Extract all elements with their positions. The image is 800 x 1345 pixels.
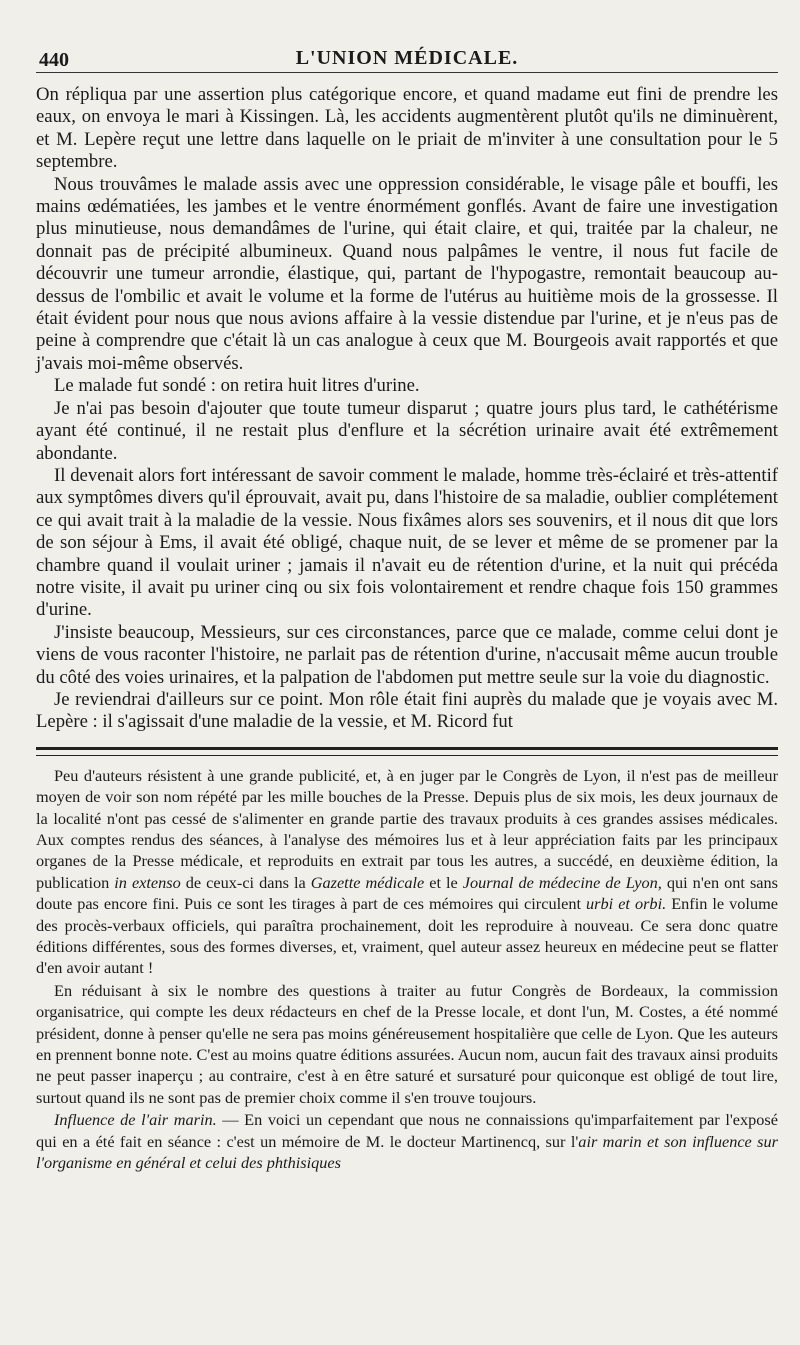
section-divider — [36, 747, 778, 756]
note-text: qui n'en ont sans doute pas encore fini. Puis ce sont les tirages à part de ces mémoires qui circulent — [36, 872, 778, 914]
note-italic: Gazette médicale — [310, 872, 425, 892]
header-rule — [36, 72, 778, 73]
running-title: L'UNION MÉDICALE. — [295, 47, 519, 69]
note-paragraph — [36, 765, 778, 979]
paragraph: Nous trouvâmes le malade assis avec une oppression considérable, le visage pâle et bouffi, les mains œdématiées, les jambes et le ventre énormément gonflés. Avant de faire une investigation plus minutieuse, nous demandâmes de l'urine, qui était claire, et qui, traitée par la chaleur, ne donnait pas de précipité albumineux. Quand nous palpâmes le ventre, il nous fut facile de découvrir une tumeur arrondie, élastique, qui, partant de l'hypogastre, remontait beaucoup au-dessus de l'ombilic et avait le volume et la forme de l'utérus au huitième mois de la grossesse. Il était évident pour nous que nous avions affaire à la vessie distendue par l'urine, et je n'eus pas de peine à comprendre que c'était là un cas analogue à ceux que M. Bourgeois avait rapportés et que j'avais moi-même observés. — [36, 173, 778, 374]
paragraph: Je reviendrai d'ailleurs sur ce point. Mon rôle était fini auprès du malade que je voyais avec M. Lepère : il s'agissait d'une maladie de la vessie, et M. Ricord fut — [36, 688, 778, 733]
note-text: Peu d'auteurs résistent à une grande publicité, et, à en juger par le Congrès de Lyon, il n'est pas de meilleur moyen de voir son nom répété par les mille bouches de la Presse. Depuis plus de six mois, les deux journaux de la localité n'ont pas cessé de s'alimenter en grande partie des travaux produits à ces grandes assises médicales. Aux comptes rendus des séances, à l'analyse des mémoires lus et à leur appréciation faits par les principaux organes de la Presse médicale, et reproduits en extrait par tous les autres, a succédé, en deuxième édition, la publication — [36, 765, 778, 892]
page-header — [36, 0, 778, 72]
note-italic: Journal de médecine de Lyon, — [462, 872, 662, 892]
page-number: 440 — [39, 49, 69, 71]
note-italic: air marin et son influence sur l'organisme en général et celui des phthisiques — [36, 1131, 778, 1173]
main-text — [36, 72, 778, 734]
note-italic: in extenso — [114, 872, 181, 892]
note-text: de ceux-ci dans la — [180, 872, 311, 892]
paragraph: Il devenait alors fort intéressant de savoir comment le malade, homme très-éclairé et très-attentif aux symptômes divers qu'il éprouvait, avait pu, dans l'histoire de sa maladie, oublier complétement ce qui avait trait à la maladie de la vessie. Nous fixâmes alors ses souvenirs, et il nous dit que lors de son séjour à Ems, il avait été obligé, chaque nuit, de se lever et même de se promener par la chambre quand il voulait uriner ; jamais il n'avait eu de rétention d'urine, et la nuit qui précéda notre visite, il avait pu uriner cinq ou six fois volontairement et rendre chaque fois 150 grammes d'urine. — [36, 464, 778, 621]
note-italic: urbi et orbi. — [586, 894, 667, 914]
note-text: Enfin le volume des procès-verbaux officiels, qui paraîtra prochainement, doit les reproduire à nouveau. Ce sera donc quatre éditions différentes, sous des formes diverses, et, vraiment, quel auteur assez heureux en médecine peut se flatter d'en avoir autant ! — [36, 894, 778, 978]
paragraph: J'insiste beaucoup, Messieurs, sur ces circonstances, parce que ce malade, comme celui dont je viens de vous raconter l'histoire, ne parlait pas de rétention d'urine, n'accusait même aucun trouble du côté des voies urinaires, et la palpation de l'abdomen put mettre seule sur la voie du diagnostic. — [36, 621, 778, 688]
note-paragraph: En réduisant à six le nombre des questions à traiter au futur Congrès de Bordeaux, la commission organisatrice, qui compte les deux rédacteurs en chef de la Presse locale, et dont l'un, M. Costes, a été nommé président, donne à penser qu'elle ne sera pas moins généreusement hospitalière que celle de Lyon. Que les auteurs en prennent bonne note. C'est au moins quatre éditions assurées. Aucun nom, aucun fait des travaux ainsi produits ne peut passer inaperçu ; au contraire, c'est à en être saturé et sursaturé pour quiconque est obligé de tout lire, surtout quand ils ne sont pas de premier choix comme il s'en trouve toujours. — [36, 980, 778, 1107]
feuilleton-notes — [36, 756, 778, 1174]
note-paragraph — [36, 1109, 778, 1173]
paragraph: On répliqua par une assertion plus catégorique encore, et quand madame eut fini de prendre les eaux, on envoya le mari à Kissingen. Là, les accidents augmentèrent plutôt qu'ils ne diminuèrent, et M. Lepère reçut une lettre dans laquelle on le priait de m'inviter à une consultation pour le 5 septembre. — [36, 84, 778, 173]
note-heading: Influence de l'air marin. — [54, 1110, 217, 1130]
note-text: — En voici un cependant que nous ne connaissions qu'imparfaitement par l'exposé qui en a été fait en séance : c'est un mémoire de M. le docteur Martinencq, sur l' — [36, 1110, 778, 1151]
paragraph: Le malade fut sondé : on retira huit litres d'urine. — [54, 375, 420, 397]
note-text: et le — [424, 872, 463, 892]
paragraph: Je n'ai pas besoin d'ajouter que toute tumeur disparut ; quatre jours plus tard, le cathétérisme ayant été continué, il ne restait plus d'enflure et la sécrétion urinaire avait été extrêmement abondante. — [36, 397, 778, 464]
